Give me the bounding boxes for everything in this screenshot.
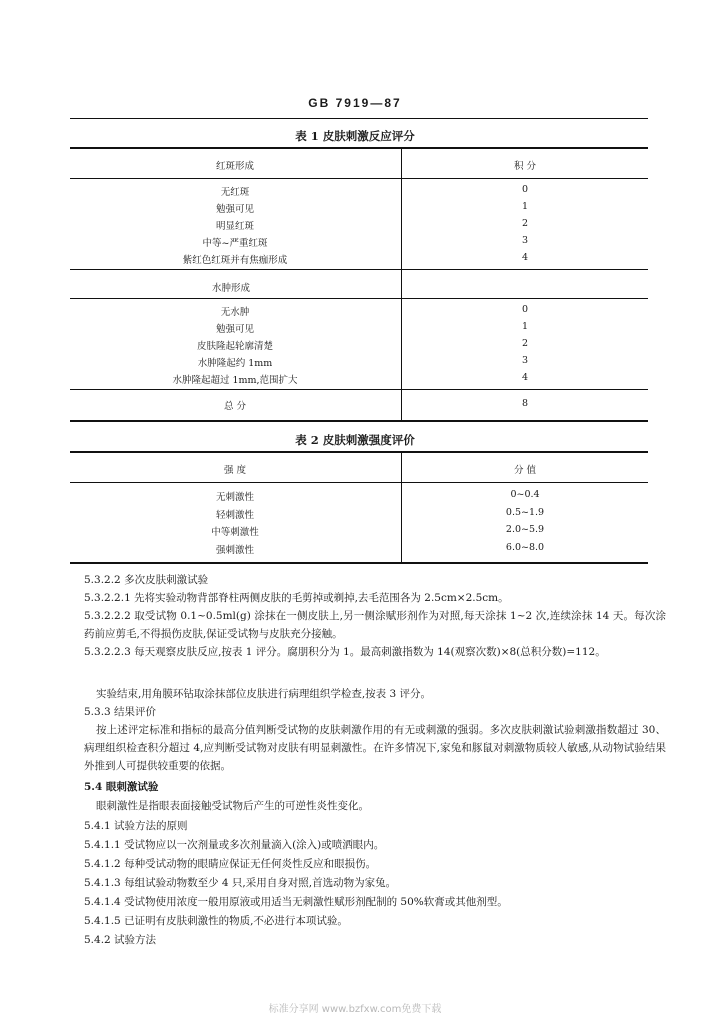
standard-number-header: GB 7919—87: [308, 96, 402, 110]
table2-header-rule: [70, 482, 648, 483]
table1-erythema-row-label: 勉强可见: [215, 204, 254, 215]
table2-top-rule: [70, 451, 648, 453]
section-5-4-1-1: 5.4.1.1 受试物应以一次剂量或多次剂量滴入(涂入)或喷洒眼内。: [84, 839, 385, 851]
section-5-3-2-2: 5.3.2.2 多次皮肤刺激试验: [84, 574, 209, 586]
section-5-3-2-2-1: 5.3.2.2.1 先将实验动物背部脊柱两侧皮肤的毛剪掉或剃掉,去毛范围各为 2.5cm×2.5cm。: [84, 592, 509, 604]
table1-edema-row-label: 水肿隆起超过 1mm,范围扩大: [172, 375, 298, 386]
table1-header-rule: [70, 178, 648, 179]
table1-edema-row-value: 4: [521, 372, 529, 383]
table1-edema-row-label: 勉强可见: [215, 324, 254, 335]
table1-erythema-row-label: 无红斑: [220, 187, 250, 198]
table1-edema-row-value: 3: [521, 355, 529, 366]
table2-row-label: 中等刺激性: [211, 527, 259, 538]
table1-group-rule: [70, 269, 648, 270]
result-evaluation-paragraph: 按上述评定标准和指标的最高分值判断受试物的皮肤刺激作用的有无或刺激的强弱。多次皮肤刺激试验刺激指数超过 30、病理组织检查积分超过 4,应判断受试物对皮肤有明显刺激性。在许多情况下,家兔和豚鼠对刺激物质较人敏感,从动物试验结果外推到人可提供较重要的依据。: [84, 724, 666, 772]
table2-row-label: 强刺激性: [215, 544, 254, 556]
table1-group2-title: 水肿形成: [212, 283, 251, 294]
table2-caption: 表 2 皮肤刺激强度评价: [295, 433, 415, 447]
table1-edema-row-value: 2: [521, 338, 529, 349]
table2-col-right-header: 分 值: [513, 465, 537, 476]
table2-row-value: 2.0~5.9: [505, 524, 545, 535]
header-rule: [70, 118, 648, 119]
section-5-3-3: 5.3.3 结果评价: [84, 706, 157, 718]
section-5-4-2: 5.4.2 试验方法: [84, 934, 157, 946]
table2-row-value: 6.0~8.0: [505, 541, 545, 553]
table2-col-left-header: 强 度: [223, 465, 247, 476]
table1-erythema-row-label: 明显红斑: [215, 221, 254, 232]
table1-edema-row-label: 皮肤隆起轮廓清楚: [196, 341, 273, 352]
table1-bottom-rule: [70, 420, 648, 422]
section-5-4: 5.4 眼刺激试验: [84, 781, 159, 793]
section-5-4-1-5: 5.4.1.5 已证明有皮肤刺激性的物质,不必进行本项试验。: [84, 915, 348, 927]
table1-caption: 表 1 皮肤刺激反应评分: [295, 129, 415, 143]
table1-top-rule: [70, 147, 648, 149]
section-5-4-1-4: 5.4.1.4 受试物使用浓度一般用原液或用适当无刺激性赋形剂配制的 50%软膏或其他剂型。: [84, 896, 508, 908]
table1-erythema-row-value: 0: [521, 184, 529, 195]
table1-total-value: 8: [521, 398, 529, 409]
section-5-3-2-2-3: 5.3.2.2.3 每天观察皮肤反应,按表 1 评分。腐朋积分为 1。最高刺激指数为 14(观察次数)×8(总积分数)=112。: [84, 646, 606, 658]
table1-col-right-header: 积 分: [513, 161, 537, 172]
section-5-4-1: 5.4.1 试验方法的原则: [84, 820, 188, 832]
table1-total-rule: [70, 389, 648, 390]
table2-row-label: 无刺激性: [215, 492, 254, 503]
table1-erythema-row-value: 4: [521, 252, 529, 263]
table1-total-label: 总 分: [223, 401, 247, 412]
section-5-4-1-3: 5.4.1.3 每组试验动物数至少 4 只,采用自身对照,首选动物为家兔。: [84, 877, 397, 889]
table1-erythema-row-value: 1: [521, 201, 529, 212]
section-5-3-2-2-2: 5.3.2.2.2 取受试物 0.1~0.5ml(g) 涂抹在一侧皮肤上,另一侧涂赋形剂作为对照,每天涂抹 1~2 次,连续涂抹 14 天。每次涂药前应剪毛,不得损伤皮肤,保证受试物与皮肤充分接触。: [84, 610, 666, 640]
table1-erythema-row-value: 2: [521, 218, 529, 229]
table1-erythema-row-value: 3: [521, 235, 529, 246]
table1-edema-row-value: 1: [521, 321, 529, 332]
table1-col-left-header: 红斑形成: [215, 161, 254, 172]
watermark-footer: 标准分享网 www.bzfxw.com免费下载: [268, 1004, 442, 1015]
table2-row-value: 0~0.4: [510, 489, 540, 500]
table1-erythema-row-label: 中等~严重红斑: [202, 238, 268, 249]
section-5-4-1-2: 5.4.1.2 每种受试动物的眼睛应保证无任何炎性反应和眼损伤。: [84, 858, 377, 870]
table1-erythema-row-label: 紫红色红斑并有焦痂形成: [182, 255, 288, 266]
table1-group2-rule: [70, 298, 648, 299]
table2-bottom-rule: [70, 562, 648, 564]
after-test-paragraph: 实验结束,用角膜环钻取涂抹部位皮肤进行病理组织学检查,按表 3 评分。: [96, 688, 432, 700]
table1-edema-row-label: 水肿隆起约 1mm: [197, 358, 273, 369]
table2-row-label: 轻刺激性: [215, 509, 254, 521]
eye-irritation-definition: 眼刺激性是指眼表面接触受试物后产生的可逆性炎性变化。: [96, 800, 369, 812]
table2-row-value: 0.5~1.9: [505, 506, 545, 518]
table1-edema-row-label: 无水肿: [220, 307, 250, 318]
table1-edema-row-value: 0: [521, 304, 529, 315]
